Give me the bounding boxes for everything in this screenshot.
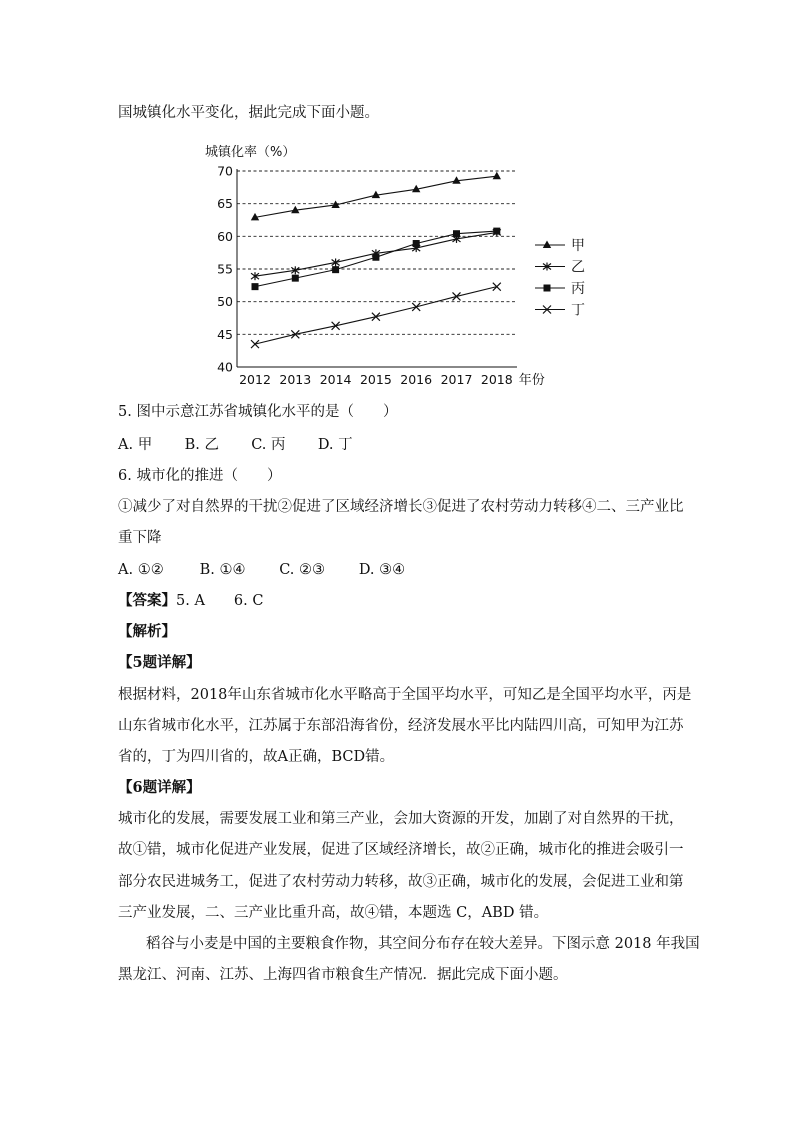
answer-value: 5. A 6. C bbox=[176, 593, 264, 609]
data-point-4 bbox=[251, 340, 259, 348]
data-point-3 bbox=[372, 254, 379, 261]
y-tick-label: 45 bbox=[217, 326, 233, 342]
x-tick-label: 2018 bbox=[480, 372, 513, 387]
data-point-4 bbox=[372, 313, 380, 321]
x-tick-label: 2017 bbox=[440, 372, 473, 387]
legend-marker-1 bbox=[543, 241, 551, 249]
data-point-3 bbox=[453, 230, 460, 237]
x-tick-label: 2014 bbox=[319, 372, 352, 387]
x-tick-label: 2013 bbox=[279, 372, 312, 387]
data-point-3 bbox=[252, 283, 259, 290]
q5-option-a: A. 甲 bbox=[118, 437, 153, 453]
detail6-line: 部分农民进城务工，促进了农村劳动力转移，故③正确，城市化的发展，会促进工业和第 bbox=[118, 874, 684, 890]
detail5-line: 省的，丁为四川省的，故A正确，BCD错。 bbox=[118, 749, 395, 765]
intro-text: 国城镇化水平变化，据此完成下面小题。 bbox=[118, 105, 379, 121]
q6-text-line1: ①减少了对自然界的干扰②促进了区域经济增长③促进了农村劳动力转移④二、三产业比 bbox=[118, 499, 684, 515]
analysis-label: 【解析】 bbox=[118, 623, 176, 640]
x-tick-label: 2016 bbox=[400, 372, 433, 387]
detail6-line: 城市化的发展，需要发展工业和第三产业，会加大资源的开发，加剧了对自然界的干扰， bbox=[118, 811, 684, 827]
detail5-line: 根据材料，2018年山东省城市化水平略高于全国平均水平，可知乙是全国平均水平，丙是 bbox=[118, 687, 692, 703]
next-intro-line: 黑龙江、河南、江苏、上海四省市粮食生产情况．据此完成下面小题。 bbox=[118, 967, 568, 983]
y-axis-label: 城镇化率（%） bbox=[205, 145, 296, 160]
q5-stem: 5. 图中示意江苏省城镇化水平的是（ ） bbox=[118, 404, 398, 420]
answer-line bbox=[118, 591, 263, 611]
detail6-line: 三产业发展，二、三产业比重升高，故④错，本题选 C，ABD 错。 bbox=[118, 905, 549, 921]
legend-label-4: 丁 bbox=[571, 302, 585, 319]
chart-svg bbox=[195, 138, 595, 393]
y-tick-label: 65 bbox=[217, 196, 233, 212]
y-tick-label: 50 bbox=[217, 294, 233, 310]
data-point-4 bbox=[493, 283, 501, 291]
q6-option-b: B. ①④ bbox=[199, 562, 246, 578]
legend-marker-3 bbox=[544, 285, 551, 292]
x-tick-label: 2015 bbox=[359, 372, 392, 387]
q6-option-d: D. ③④ bbox=[358, 562, 406, 578]
y-tick-label: 60 bbox=[217, 228, 233, 244]
detail6-line: 故①错，城市化促进产业发展，促进了区域经济增长，故②正确，城市化的推进会吸引一 bbox=[118, 842, 684, 858]
data-point-4 bbox=[332, 322, 340, 330]
data-point-3 bbox=[292, 275, 299, 282]
data-point-4 bbox=[412, 303, 420, 311]
next-intro-line: 稻谷与小麦是中国的主要粮食作物，其空间分布存在较大差异。下图示意 2018 年我国 bbox=[146, 936, 700, 952]
data-point-3 bbox=[413, 240, 420, 247]
series-line-4 bbox=[255, 287, 497, 344]
q6-option-a: A. ①② bbox=[118, 562, 164, 578]
detail6-label: 【6题详解】 bbox=[118, 779, 201, 796]
q6-option-c: C. ②③ bbox=[279, 562, 326, 578]
data-point-4 bbox=[453, 292, 461, 300]
detail5-line: 山东省城市化水平，江苏属于东部沿海省份，经济发展水平比内陆四川高，可知甲为江苏 bbox=[118, 718, 684, 734]
detail5-label: 【5题详解】 bbox=[118, 654, 201, 671]
data-point-3 bbox=[332, 266, 339, 273]
x-tick-label: 2012 bbox=[239, 372, 271, 387]
legend-label-1: 甲 bbox=[571, 238, 585, 254]
q6-text-line2: 重下降 bbox=[118, 530, 162, 546]
legend-label-2: 乙 bbox=[571, 259, 585, 276]
legend-label-3: 丙 bbox=[571, 281, 585, 297]
answer-label: 【答案】 bbox=[118, 592, 176, 609]
q5-options bbox=[118, 435, 353, 455]
data-point-1 bbox=[493, 172, 501, 180]
data-point-3 bbox=[493, 228, 500, 235]
q6-stem: 6. 城市化的推进（ ） bbox=[118, 468, 282, 484]
q5-option-d: D. 丁 bbox=[317, 437, 353, 453]
y-tick-label: 55 bbox=[217, 261, 233, 277]
y-tick-label: 40 bbox=[217, 359, 233, 375]
q5-option-c: C. 丙 bbox=[251, 437, 286, 453]
y-tick-label: 70 bbox=[217, 163, 233, 179]
x-axis-label: 年份 bbox=[518, 373, 545, 388]
urbanization-chart bbox=[195, 138, 595, 393]
q6-options bbox=[118, 560, 405, 580]
q5-option-b: B. 乙 bbox=[184, 437, 219, 453]
